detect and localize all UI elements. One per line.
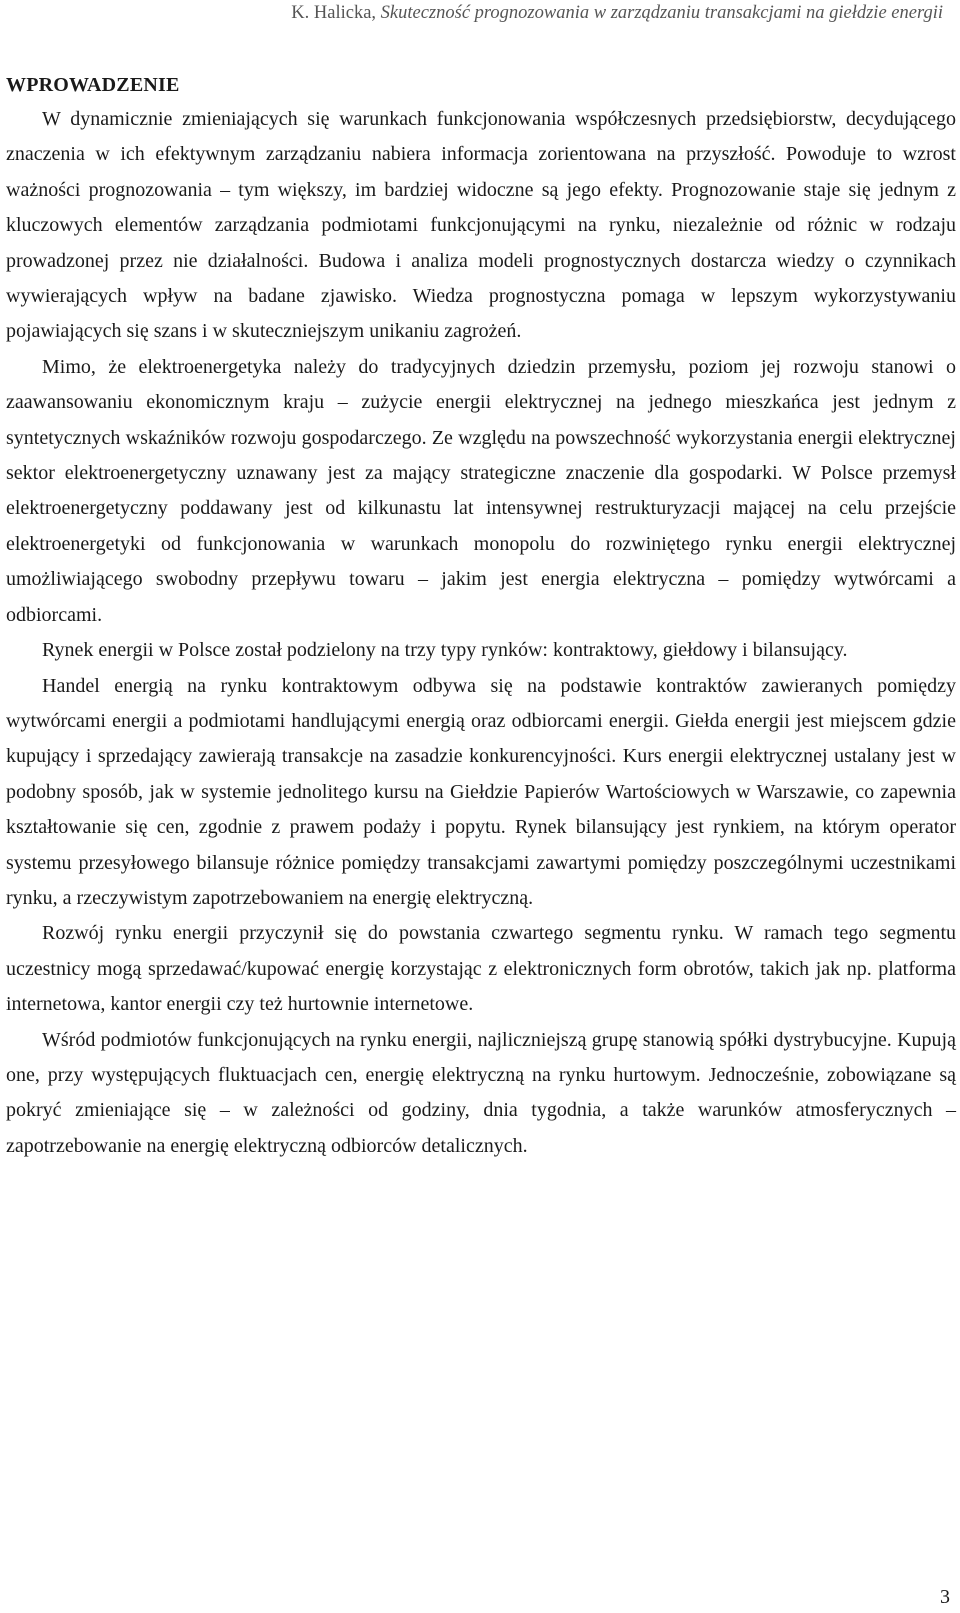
- page-number: 3: [940, 1586, 950, 1608]
- paragraph-contract-trading: Handel energią na rynku kontraktowym odbywa się na podstawie kontraktów zawieranych pomiędzy wytwórcami energii a podmiotami handlującymi energią oraz odbiorcami energii. Giełda energii jest miejscem gdzie kupujący i sprzedający zawierają transakcje na zasadzie konkurencyjności. Kurs energii elektrycznej ustalany jest w podobny sposób, jak w systemie jednolitego kursu na Giełdzie Papierów Wartościowych w Warszawie, co zapewnia kształtowanie się cen, zgodnie z prawem podaży i popytu. Rynek bilansujący jest rynkiem, na którym operator systemu przesyłowego bilansuje różnice pomiędzy transakcjami zawartymi pomiędzy poszczególnymi uczestnikami rynku, a rzeczywistym zapotrzebowaniem na energię elektryczną.: [6, 674, 956, 909]
- paragraph-distribution-companies: Wśród podmiotów funkcjonujących na rynku energii, najliczniejszą grupę stanowią spółki dystrybucyjne. Kupują one, przy występujących fluktuacjach cen, energię elektryczną na rynku hurtowym. Jednocześnie, zobowiązane są pokryć zmieniające się – w zależności od godziny, dnia tygodnia, a także warunków atmosferycznych – zapotrzebowanie na energię elektryczną odbiorców detalicznych.: [6, 1028, 956, 1157]
- main-content: [6, 74, 956, 1164]
- section-title: WPROWADZENIE: [6, 74, 180, 96]
- header-title: Skuteczność prognozowania w zarządzaniu transakcjami na giełdzie energii: [380, 3, 943, 23]
- running-header: [291, 3, 943, 24]
- paragraph-electroenergy: Mimo, że elektroenergetyka należy do tradycyjnych dziedzin przemysłu, poziom jej rozwoju stanowi o zaawansowaniu ekonomicznym kraju – zużycie energii elektrycznej na jednego mieszkańca jest jednym z syntetycznych wskaźników rozwoju gospodarczego. Ze względu na powszechność wykorzystania energii elektrycznej sektor elektroenergetyczny uznawany jest za mający strategiczne znaczenie dla gospodarki. W Polsce przemysł elektroenergetyczny poddawany jest od kilkunastu lat intensywnej restrukturyzacji mającej na celu przejście elektroenergetyki od funkcjonowania w warunkach monopolu do rozwiniętego rynku energii elektrycznej umożliwiającego swobodny przepływu towaru – jakim jest energia elektryczna – pomiędzy wytwórcami a odbiorcami.: [6, 355, 956, 626]
- paragraph-fourth-segment: Rozwój rynku energii przyczynił się do powstania czwartego segmentu rynku. W ramach tego segmentu uczestnicy mogą sprzedawać/kupować energię korzystając z elektronicznych form obrotów, takich jak np. platforma internetowa, kantor energii czy też hurtownie internetowe.: [6, 922, 956, 1016]
- paragraph-market-types: Rynek energii w Polsce został podzielony na trzy typy rynków: kontraktowy, giełdowy i bilansujący.: [42, 639, 848, 662]
- header-author: K. Halicka,: [291, 3, 377, 23]
- paragraph-intro: W dynamicznie zmieniających się warunkach funkcjonowania współczesnych przedsiębiorstw, decydującego znaczenia w ich efektywnym zarządzaniu nabiera informacja zorientowana na przyszłość. Powoduje to wzrost ważności prognozowania – tym większy, im bardziej widoczne są jego efekty. Prognozowanie staje się jednym z kluczowych elementów zarządzania podmiotami funkcjonującymi na rynku, niezależnie od różnic w rodzaju prowadzonej przez nie działalności. Budowa i analiza modeli prognostycznych dostarcza wiedzy o czynnikach wywierających wpływ na badane zjawisko. Wiedza prognostyczna pomaga w lepszym wykorzystywaniu pojawiających się szans i w skuteczniejszym unikaniu zagrożeń.: [6, 108, 956, 343]
